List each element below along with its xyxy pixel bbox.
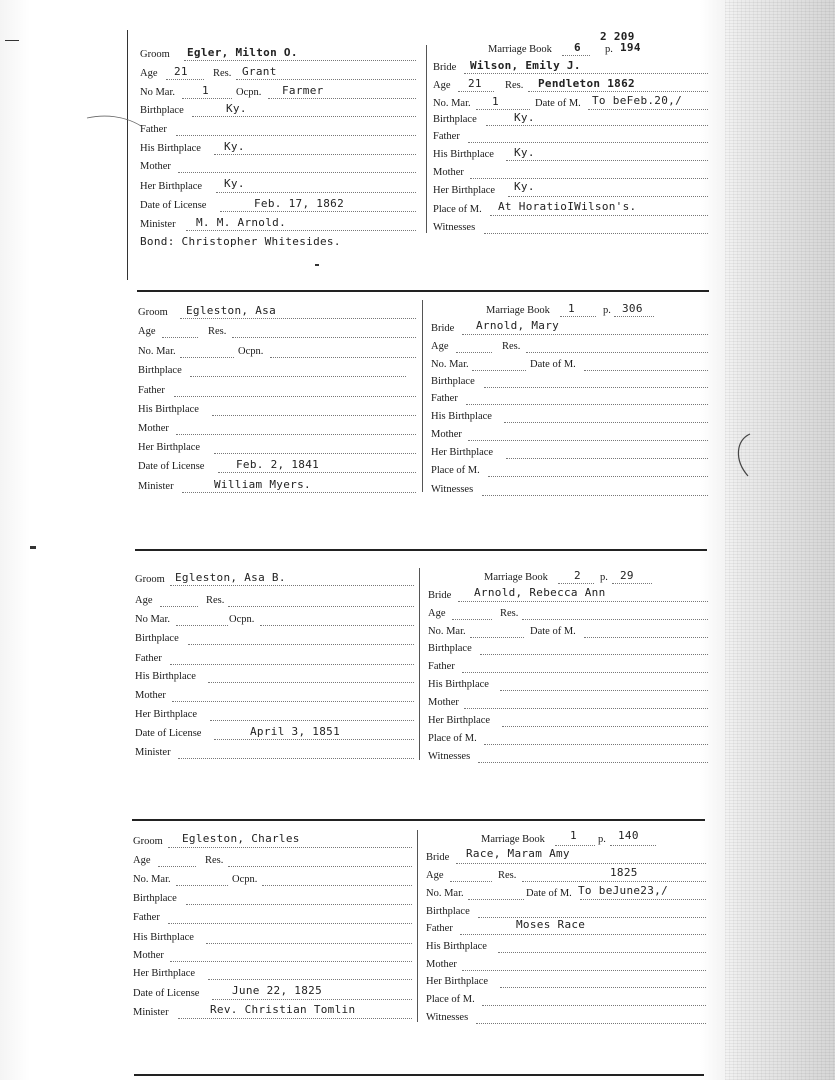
groom-ocpn: Farmer [282,84,324,97]
bride-res-label: Res. [500,608,519,619]
card-separator [134,1074,704,1076]
place-of-m: At HoratioIWilson's. [498,200,637,213]
page-number: 29 [620,569,634,582]
bride-birthplace: Ky. [514,111,535,124]
rule [178,172,416,173]
bride-father-label: Father [431,393,458,404]
rule [170,961,412,962]
date-of-license-label: Date of License [135,728,202,739]
his-birthplace: Ky. [224,140,245,153]
rule [176,885,228,886]
rule [160,606,198,607]
rule [480,654,708,655]
groom-birthplace: Ky. [226,102,247,115]
place-of-m-label: Place of M. [428,733,477,744]
minister: Rev. Christian Tomlin [210,1003,356,1016]
rule [208,682,414,683]
top-note: 2 209 [600,30,635,43]
rule [168,923,412,924]
groom-label: Groom [133,836,163,847]
card-divider [419,568,420,760]
book-number: 1 [570,829,577,842]
date-of-license: Feb. 17, 1862 [254,197,344,210]
res-label: Res. [205,855,224,866]
rule [468,440,708,441]
groom-label: Groom [140,49,170,60]
date-of-license: June 22, 1825 [232,984,322,997]
father-label: Father [140,124,167,135]
her-birthplace-label: Her Birthplace [138,442,201,453]
res-label: Res. [208,326,227,337]
ocpn-label: Ocpn. [229,614,255,625]
rule [555,845,595,846]
date-of-m-label: Date of M. [530,626,576,637]
ocpn-label: Ocpn. [238,346,264,357]
marriage-book-label: Marriage Book [484,572,548,583]
rule [188,644,414,645]
bride-name: Wilson, Emily J. [470,59,581,72]
date-of-license-label: Date of License [133,988,200,999]
rule [180,357,234,358]
rule [236,79,416,80]
rule [584,370,708,371]
rule [476,109,530,110]
witnesses-label: Witnesses [433,222,476,233]
bride-name: Race, Maram Amy [466,847,570,860]
minister-label: Minister [140,219,176,230]
rule [172,701,414,702]
rule [584,637,708,638]
bride-her-birthplace: Ky. [514,180,535,193]
bride-her-birthplace-label: Her Birthplace [433,185,496,196]
mother-label: Mother [140,161,171,172]
bride-name: Arnold, Rebecca Ann [474,586,606,599]
marriage-book-label: Marriage Book [481,834,545,845]
marriage-book-label: Marriage Book [488,44,552,55]
father-label: Father [135,653,162,664]
scan-curve-mark [85,112,145,132]
groom-label: Groom [135,574,165,585]
bride-mother-label: Mother [426,959,457,970]
page-label: p. [598,834,606,845]
rule [456,863,706,864]
bride-age-label: Age [426,870,444,881]
rule [212,415,416,416]
rule [522,619,708,620]
rule [176,135,416,136]
rule [478,762,708,763]
bride-father-label: Father [433,131,460,142]
card-separator [135,549,707,551]
bride-birthplace-label: Birthplace [433,114,477,125]
his-birthplace-label: His Birthplace [140,143,201,154]
rule [228,866,412,867]
her-birthplace-label: Her Birthplace [135,709,198,720]
bride-birthplace-label: Birthplace [431,376,475,387]
card-divider [422,300,423,492]
rule [174,396,416,397]
rule [208,979,412,980]
rule [220,211,416,212]
bride-birthplace-label: Birthplace [426,906,470,917]
rule [490,215,708,216]
witnesses-label: Witnesses [428,751,471,762]
rule [182,98,232,99]
rule [218,472,416,473]
no-mar-label: No. Mar. [133,874,171,885]
rule [182,492,416,493]
rule [190,376,406,377]
page-number: 194 [620,41,641,54]
rule [498,952,706,953]
rule [458,91,494,92]
bride-her-birthplace-label: Her Birthplace [428,715,491,726]
bride-no-mar: 1 [492,95,499,108]
groom-res: Grant [242,65,277,78]
res-label: Res. [206,595,225,606]
place-of-m-label: Place of M. [433,204,482,215]
bride-age-label: Age [428,608,446,619]
rule [176,434,416,435]
rule [472,370,526,371]
rule [580,899,706,900]
page-label: p. [600,572,608,583]
bride-res: 1825 [610,866,638,879]
birthplace-label: Birthplace [140,105,184,116]
bride-no-mar-label: No. Mar. [426,888,464,899]
groom-name: Egleston, Asa [186,304,276,317]
card-separator [132,819,705,821]
bride-res-label: Res. [498,870,517,881]
rule [562,55,590,56]
bride-no-mar-label: No. Mar. [431,359,469,370]
bride-birthplace-label: Birthplace [428,643,472,654]
rule [466,404,708,405]
age-label: Age [135,595,153,606]
bride-age: 21 [468,77,482,90]
bride-father-label: Father [426,923,453,934]
groom-label: Groom [138,307,168,318]
rule [180,318,416,319]
minister: M. M. Arnold. [196,216,286,229]
rule [612,583,652,584]
bride-age-label: Age [431,341,449,352]
rule [232,337,416,338]
rule [268,98,416,99]
bride-mother-label: Mother [431,429,462,440]
rule [484,233,708,234]
no-mar-label: No Mar. [140,87,175,98]
bride-mother-label: Mother [433,167,464,178]
no-mar-label: No. Mar. [138,346,176,357]
scan-speck [315,264,319,266]
age-label: Age [138,326,156,337]
rule [458,601,708,602]
rule [476,1023,706,1024]
rule [610,845,656,846]
page-label: p. [605,44,613,55]
age-label: Age [133,855,151,866]
rule [186,230,416,231]
bond-note: Bond: Christopher Whitesides. [140,235,341,248]
mother-label: Mother [138,423,169,434]
book-number: 6 [574,41,581,54]
rule [464,708,708,709]
bride-no-mar-label: No. Mar. [428,626,466,637]
bride-his-birthplace: Ky. [514,146,535,159]
rule [210,720,414,721]
date-of-license-label: Date of License [138,461,205,472]
bride-her-birthplace-label: Her Birthplace [426,976,489,987]
father-label: Father [138,385,165,396]
bride-mother-label: Mother [428,697,459,708]
rule [504,422,708,423]
rule [526,352,708,353]
rule [450,881,492,882]
date-of-license: Feb. 2, 1841 [236,458,320,471]
bride-res-label: Res. [505,80,524,91]
rule [560,316,596,317]
minister-label: Minister [138,481,174,492]
rule [558,583,594,584]
rule [482,495,708,496]
rule [462,672,708,673]
rule [214,154,416,155]
bride-father: Moses Race [516,918,586,931]
bride-name: Arnold, Mary [476,319,560,332]
birthplace-label: Birthplace [135,633,179,644]
rule [462,334,708,335]
bride-label: Bride [428,590,452,601]
groom-no-mar: 1 [202,84,209,97]
rule [478,917,706,918]
rule [166,79,204,80]
place-of-m-label: Place of M. [431,465,480,476]
res-label: Res. [213,68,232,79]
bride-his-birthplace-label: His Birthplace [433,149,494,160]
rule [162,337,198,338]
bride-label: Bride [431,323,455,334]
minister-label: Minister [133,1007,169,1018]
rule [462,970,706,971]
bracket-mark [732,430,752,480]
father-label: Father [133,912,160,923]
marriage-book-label: Marriage Book [486,305,550,316]
rule [614,316,654,317]
rule [184,60,416,61]
witnesses-label: Witnesses [431,484,474,495]
rule [522,881,706,882]
her-birthplace: Ky. [224,177,245,190]
card-divider [426,45,427,233]
rule [170,664,414,665]
rule [460,934,706,935]
rule [470,178,708,179]
mother-label: Mother [135,690,166,701]
page-number: 306 [622,302,643,315]
groom-name: Egleston, Asa B. [175,571,286,584]
bride-his-birthplace-label: His Birthplace [431,411,492,422]
her-birthplace-label: Her Birthplace [133,968,196,979]
mother-label: Mother [133,950,164,961]
scan-speck [30,546,36,549]
her-birthplace-label: Her Birthplace [140,181,203,192]
rule [468,899,524,900]
rule [186,904,412,905]
rule [170,585,414,586]
age-label: Age [140,68,158,79]
date-of-m: To beFeb.20,/ [592,94,682,107]
rule [176,625,228,626]
book-number: 1 [568,302,575,315]
rule [502,726,708,727]
page-number: 140 [618,829,639,842]
scan-edge-noise [725,0,835,1080]
rule [468,142,708,143]
ocpn-label: Ocpn. [232,874,258,885]
rule [486,125,708,126]
rule [260,625,414,626]
bride-res: Pendleton 1862 [538,77,635,90]
rule [464,73,708,74]
scan-speck [5,40,19,41]
rule [214,453,416,454]
book-number: 2 [574,569,581,582]
no-mar-label: No Mar. [135,614,170,625]
rule [206,943,412,944]
page-label: p. [603,305,611,316]
his-birthplace-label: His Birthplace [133,932,194,943]
left-card-border [127,30,128,280]
minister: William Myers. [214,478,311,491]
witnesses-label: Witnesses [426,1012,469,1023]
rule [482,1005,706,1006]
rule [192,116,416,117]
bride-label: Bride [433,62,457,73]
rule [506,160,708,161]
his-birthplace-label: His Birthplace [138,404,199,415]
place-of-m-label: Place of M. [426,994,475,1005]
rule [168,847,412,848]
groom-name: Egleston, Charles [182,832,300,845]
date-of-m: To beJune23,/ [578,884,668,897]
date-of-m-label: Date of M. [530,359,576,370]
rule [500,690,708,691]
date-of-m-label: Date of M. [535,98,581,109]
birthplace-label: Birthplace [133,893,177,904]
date-of-license: April 3, 1851 [250,725,340,738]
rule [228,606,414,607]
rule [262,885,412,886]
bride-res-label: Res. [502,341,521,352]
card-separator [137,290,709,292]
rule [178,1018,412,1019]
bride-her-birthplace-label: Her Birthplace [431,447,494,458]
rule [484,744,708,745]
rule [528,91,708,92]
rule [178,758,414,759]
rule [500,987,706,988]
card-divider [417,830,418,1022]
rule [470,637,524,638]
bride-his-birthplace-label: His Birthplace [428,679,489,690]
rule [484,387,708,388]
rule [216,192,416,193]
rule [214,739,414,740]
rule [488,476,708,477]
bride-age-label: Age [433,80,451,91]
rule [456,352,492,353]
rule [452,619,492,620]
rule [588,109,708,110]
birthplace-label: Birthplace [138,365,182,376]
ocpn-label: Ocpn. [236,87,262,98]
date-of-m-label: Date of M. [526,888,572,899]
rule [506,458,708,459]
bride-his-birthplace-label: His Birthplace [426,941,487,952]
date-of-license-label: Date of License [140,200,207,211]
groom-name: Egler, Milton O. [187,46,298,59]
groom-age: 21 [174,65,188,78]
bride-no-mar-label: No. Mar. [433,98,471,109]
rule [158,866,196,867]
rule [508,196,708,197]
rule [212,999,412,1000]
his-birthplace-label: His Birthplace [135,671,196,682]
rule [270,357,416,358]
bride-label: Bride [426,852,450,863]
minister-label: Minister [135,747,171,758]
bride-father-label: Father [428,661,455,672]
